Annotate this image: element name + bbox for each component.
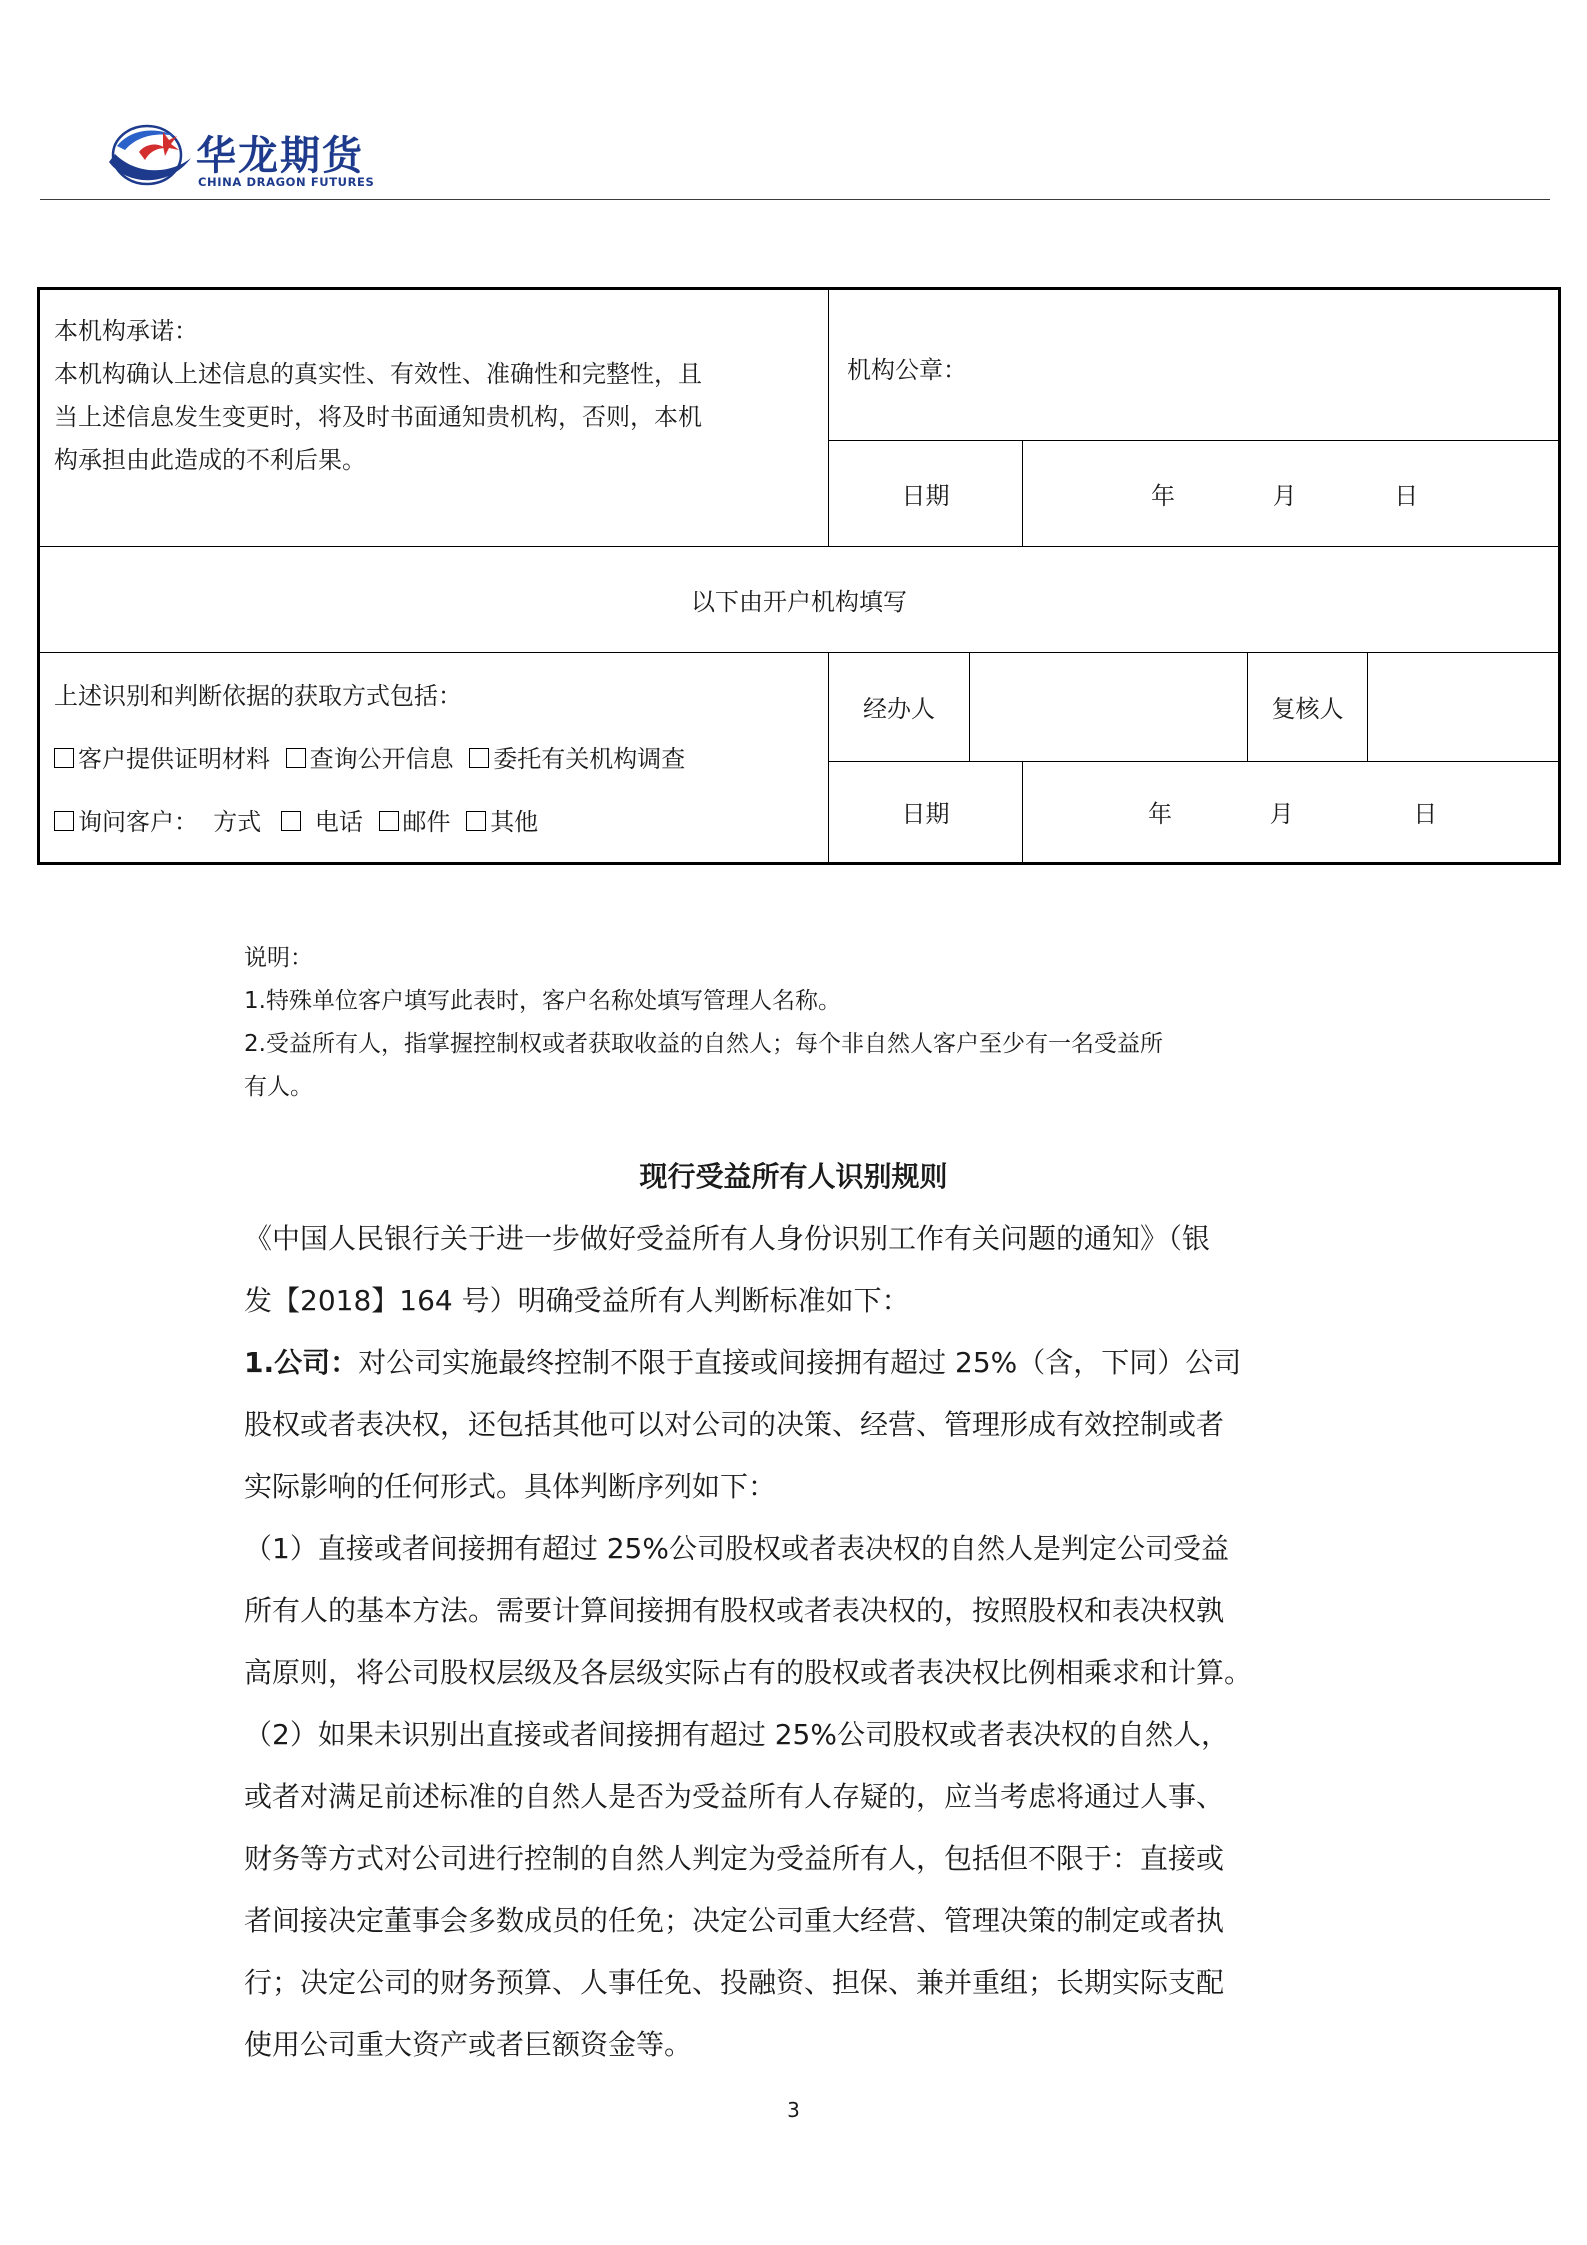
option-label: 查询公开信息 bbox=[309, 745, 454, 773]
rules-paragraph-line: 实际影响的任何形式。具体判断序列如下： bbox=[244, 1470, 777, 1503]
checkbox-materials[interactable] bbox=[54, 748, 74, 768]
option-label: 电话 bbox=[314, 808, 363, 836]
reviewer-label: 复核人 bbox=[1271, 695, 1344, 724]
notes-section bbox=[244, 937, 1163, 1109]
option-label: 委托有关机构调查 bbox=[493, 745, 686, 773]
commitment-line: 本机构承诺： bbox=[54, 317, 198, 345]
institution-seal-field[interactable] bbox=[829, 289, 1560, 441]
day-label: 日 bbox=[1394, 482, 1419, 510]
page-header bbox=[105, 118, 1555, 200]
rules-paragraph-line: 或者对满足前述标准的自然人是否为受益所有人存疑的，应当考虑将通过人事、 bbox=[244, 1780, 1225, 1813]
rules-paragraph-line: 高原则，将公司股权层级及各层级实际占有的股权或者表决权比例相乘求和计算。 bbox=[244, 1656, 1253, 1689]
commitment-line: 本机构确认上述信息的真实性、有效性、准确性和完整性，且 bbox=[54, 360, 702, 388]
rules-paragraph-line: （2）如果未识别出直接或者间接拥有超过 25%公司股权或者表决权的自然人， bbox=[244, 1718, 1229, 1751]
month-label: 月 bbox=[1272, 482, 1297, 510]
handler-field[interactable] bbox=[970, 653, 1248, 762]
reviewer-label-cell bbox=[1248, 653, 1368, 762]
commitment-cell bbox=[39, 289, 829, 547]
header-divider bbox=[40, 199, 1550, 200]
brand-name-cn: 华龙期货 bbox=[196, 133, 364, 179]
note-item: 有人。 bbox=[244, 1074, 313, 1100]
checkbox-inquire-client[interactable] bbox=[54, 811, 74, 831]
checkbox-mail[interactable] bbox=[379, 811, 399, 831]
rules-title: 现行受益所有人识别规则 bbox=[639, 1160, 948, 1193]
day-label: 日 bbox=[1413, 800, 1438, 829]
option-label: 其他 bbox=[490, 808, 539, 836]
basis-options-row-1 bbox=[54, 728, 814, 791]
rules-paragraph-line: 所有人的基本方法。需要计算间接拥有股权或者表决权的，按照股权和表决权孰 bbox=[244, 1594, 1225, 1627]
rules-paragraph-line: 使用公司重大资产或者巨额资金等。 bbox=[244, 2028, 693, 2061]
commitment-line: 当上述信息发生变更时，将及时书面通知贵机构，否则，本机 bbox=[54, 403, 702, 431]
section-title-cell bbox=[39, 547, 1560, 653]
rules-paragraph-line: 行；决定公司的财务预算、人事任免、投融资、担保、兼并重组；长期实际支配 bbox=[244, 1966, 1225, 1999]
rules-paragraph-line: 者间接决定董事会多数成员的任免；决定公司重大经营、管理决策的制定或者执 bbox=[244, 1904, 1225, 1937]
month-label: 月 bbox=[1269, 800, 1294, 829]
date-label: 日期 bbox=[901, 482, 950, 510]
section-title: 以下由开户机构填写 bbox=[691, 588, 907, 616]
date-label: 日期 bbox=[901, 800, 950, 829]
china-dragon-futures-logo-icon bbox=[105, 118, 195, 190]
rules-paragraph-line: （1）直接或者间接拥有超过 25%公司股权或者表决权的自然人是判定公司受益 bbox=[244, 1532, 1229, 1565]
rules-paragraph-line: 股权或者表决权，还包括其他可以对公司的决策、经营、管理形成有效控制或者 bbox=[244, 1408, 1225, 1441]
basis-cell bbox=[39, 653, 829, 864]
page-number: 3 bbox=[787, 2098, 800, 2122]
checkbox-phone[interactable] bbox=[281, 811, 301, 831]
checkbox-public-info[interactable] bbox=[286, 748, 306, 768]
reviewer-field[interactable] bbox=[1368, 653, 1560, 762]
commitment-line: 构承担由此造成的不利后果。 bbox=[54, 446, 366, 474]
year-label: 年 bbox=[1151, 482, 1175, 510]
institution-commitment-form bbox=[37, 287, 1561, 865]
review-date-field[interactable] bbox=[1023, 761, 1560, 863]
commitment-date-field[interactable] bbox=[1023, 441, 1560, 547]
rules-body bbox=[244, 1208, 1364, 2076]
note-item: 1.特殊单位客户填写此表时，客户名称处填写管理人名称。 bbox=[244, 988, 841, 1014]
note-item: 2.受益所有人，指掌握控制权或者获取收益的自然人；每个非自然人客户至少有一名受益所 bbox=[244, 1031, 1163, 1057]
basis-options-row-2 bbox=[54, 791, 814, 854]
basis-title: 上述识别和判断依据的获取方式包括： bbox=[54, 682, 462, 710]
option-label: 客户提供证明材料 bbox=[78, 745, 270, 773]
checkbox-other[interactable] bbox=[466, 811, 486, 831]
seal-label: 机构公章： bbox=[847, 356, 967, 384]
date-label-cell bbox=[829, 761, 1023, 863]
rules-paragraph-line: 财务等方式对公司进行控制的自然人判定为受益所有人，包括但不限于：直接或 bbox=[244, 1842, 1225, 1875]
checkbox-agency-investigation[interactable] bbox=[469, 748, 489, 768]
handler-label: 经办人 bbox=[863, 695, 935, 724]
rules-paragraph-line: 《中国人民银行关于进一步做好受益所有人身份识别工作有关问题的通知》（银 bbox=[244, 1222, 1211, 1255]
date-label-cell bbox=[829, 441, 1023, 547]
handler-label-cell bbox=[829, 653, 970, 762]
rules-paragraph-line: 1.公司：对公司实施最终控制不限于直接或间接拥有超过 25%（含，下同）公司 bbox=[244, 1346, 1242, 1379]
option-label: 询问客户： 方式 bbox=[78, 808, 262, 836]
notes-title: 说明： bbox=[244, 945, 313, 971]
rules-paragraph-line: 发【2018】164 号）明确受益所有人判断标准如下： bbox=[244, 1284, 910, 1317]
option-label: 邮件 bbox=[402, 808, 451, 836]
year-label: 年 bbox=[1148, 800, 1172, 829]
brand-name-en: CHINA DRAGON FUTURES bbox=[198, 175, 375, 189]
